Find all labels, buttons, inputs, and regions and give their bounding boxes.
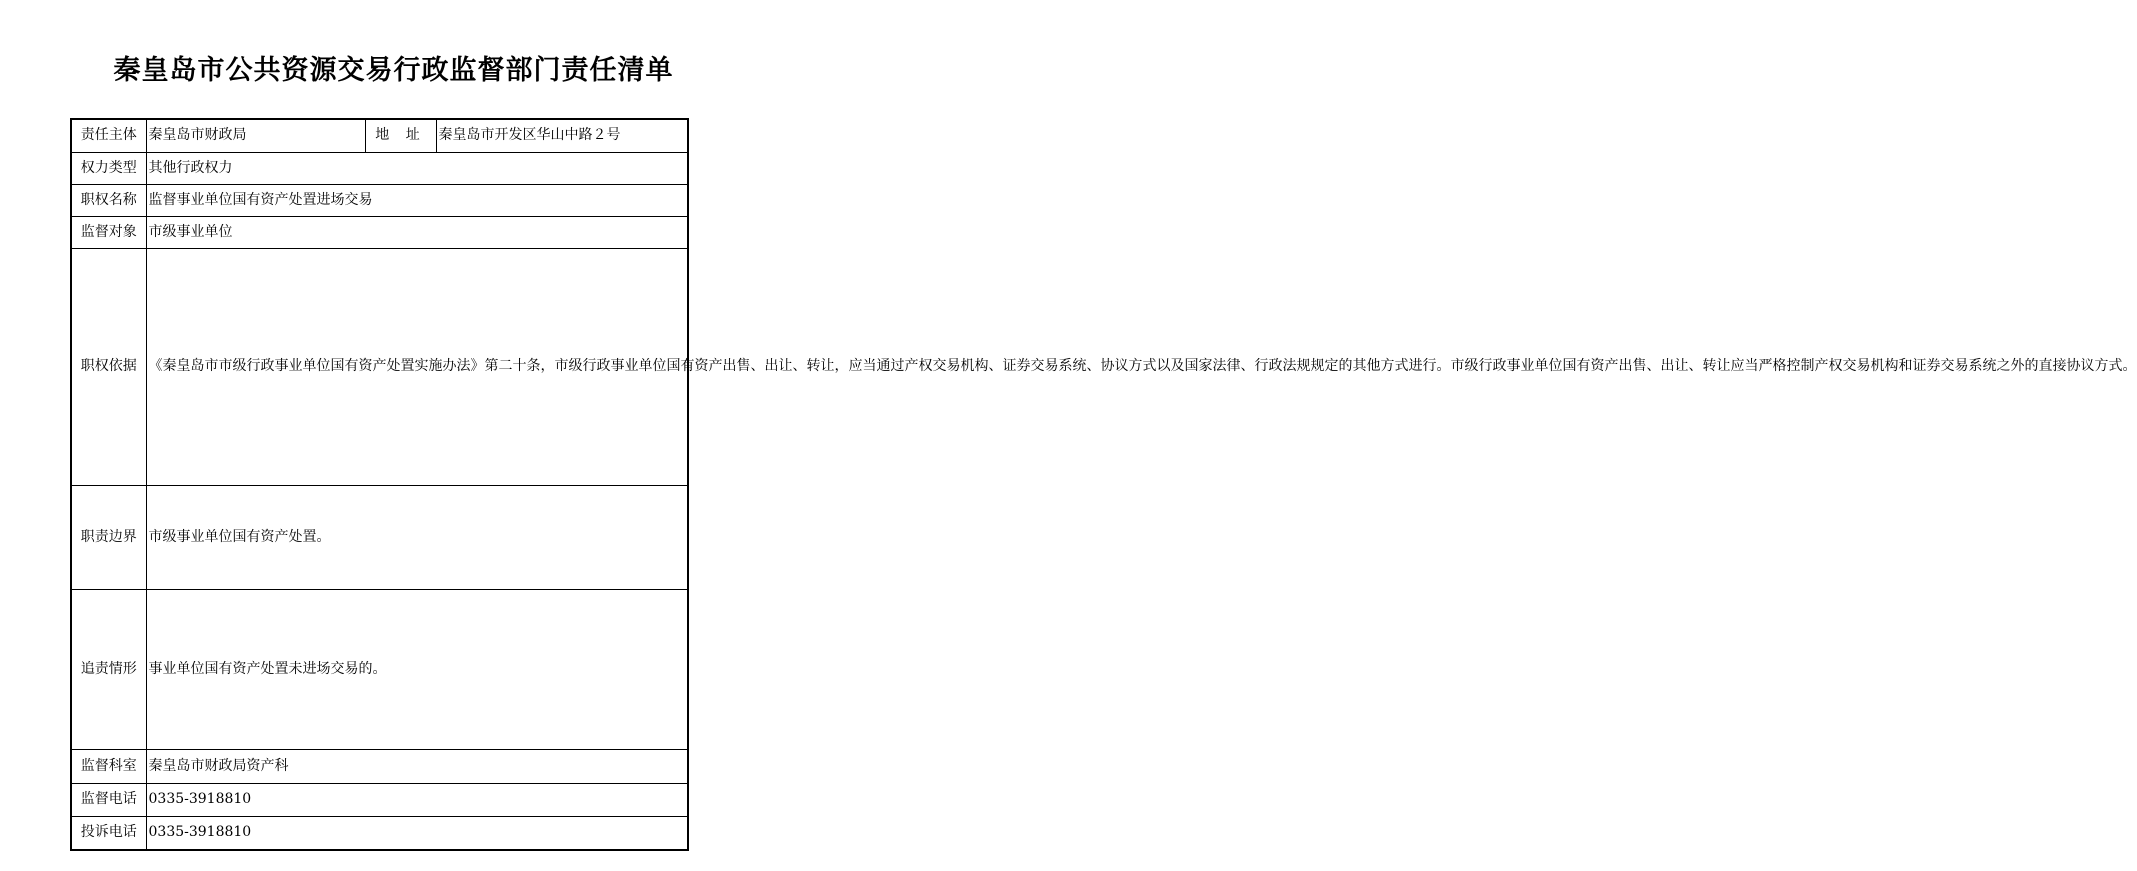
basis-label: 职权依据 xyxy=(71,248,146,485)
phone-label: 监督电话 xyxy=(71,783,146,816)
power-name-label: 职权名称 xyxy=(71,184,146,216)
boundary-value: 市级事业单位国有资产处置。 xyxy=(146,485,688,589)
address-value: 秦皇岛市开发区华山中路２号 xyxy=(436,119,688,152)
power-name-value: 监督事业单位国有资产处置进场交易 xyxy=(146,184,688,216)
table-row xyxy=(71,783,688,816)
table-row xyxy=(71,152,688,184)
complaint-value: 0335-3918810 xyxy=(146,816,688,850)
basis-value xyxy=(146,248,2137,485)
accountability-value: 事业单位国有资产处置未进场交易的。 xyxy=(146,589,688,749)
phone-value: 0335-3918810 xyxy=(146,783,688,816)
power-type-label: 权力类型 xyxy=(71,152,146,184)
target-label: 监督对象 xyxy=(71,216,146,248)
table-row xyxy=(71,184,688,216)
target-value: 市级事业单位 xyxy=(146,216,688,248)
table-row xyxy=(71,119,688,152)
table-row xyxy=(71,749,688,783)
table-row xyxy=(71,216,688,248)
subject-label: 责任主体 xyxy=(71,119,146,152)
boundary-label: 职责边界 xyxy=(71,485,146,589)
power-type-value: 其他行政权力 xyxy=(146,152,688,184)
table-row xyxy=(71,816,688,850)
table-row xyxy=(71,589,688,749)
office-label: 监督科室 xyxy=(71,749,146,783)
table-row xyxy=(71,485,688,589)
complaint-label: 投诉电话 xyxy=(71,816,146,850)
responsibility-table xyxy=(70,118,2137,851)
basis-text: 《秦皇岛市市级行政事业单位国有资产处置实施办法》第二十条，市级行政事业单位国有资产出售、出让、转让，应当通过产权交易机构、证券交易系统、协议方式以及国家法律、行政法规规定的其他方式进行。市级行政事业单位国有资产出售、出让、转让应当严格控制产权交易机构和证券交易系统之外的直接协议方式。 xyxy=(148,358,2137,375)
table-row xyxy=(71,248,688,485)
subject-value: 秦皇岛市财政局 xyxy=(146,119,365,152)
office-value: 秦皇岛市财政局资产科 xyxy=(146,749,688,783)
address-label: 地 址 xyxy=(365,119,436,152)
accountability-label: 追责情形 xyxy=(71,589,146,749)
page-title: 秦皇岛市公共资源交易行政监督部门责任清单 xyxy=(113,55,674,86)
